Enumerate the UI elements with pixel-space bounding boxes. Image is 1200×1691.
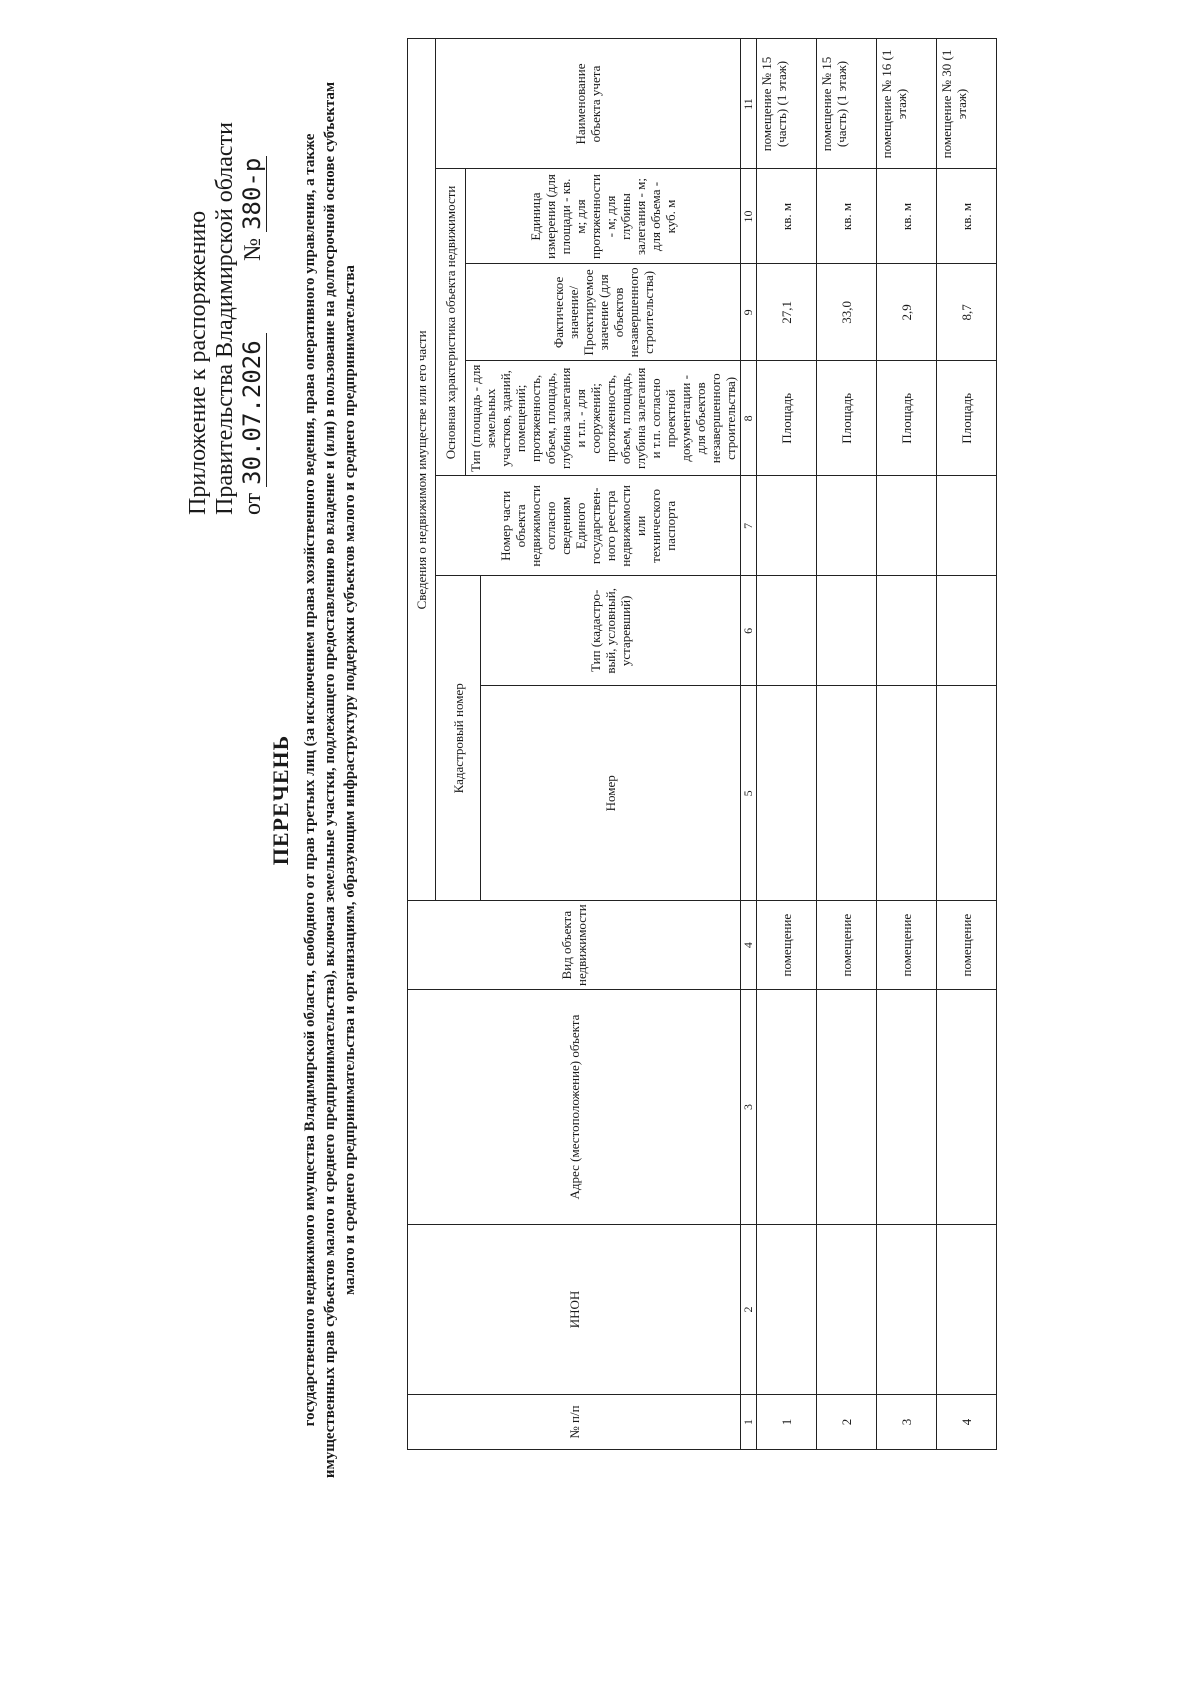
cell-cad-number [937,686,997,901]
column-number: 6 [741,576,757,686]
appendix-ot: от [240,492,266,515]
table-row [817,39,877,1450]
cell-value: 27,1 [757,264,817,361]
appendix-date: 30.07.2026 [239,333,267,487]
header-cad-type: Тип (кадастро-вый, условный, устаревший) [481,576,741,686]
column-number: 8 [741,361,757,476]
cell-value: 2,9 [877,264,937,361]
cell-unit: кв. м [817,169,877,264]
cell-inon [877,1225,937,1395]
cell-num: 1 [757,1395,817,1450]
cell-kind: помещение [937,901,997,990]
header-name: Наименование объекта учета [436,39,741,169]
cell-inon [817,1225,877,1395]
cell-kind: помещение [757,901,817,990]
document-subtitle: государственного недвижимого имущества Владимирской области, свободного от прав третьих лиц (за исключением права хозяйственного ведения, права оперативного управления, а также имущественных прав субъектов малого и среднего предпринимательства), включая земельные участки, подлежащего предоставлению во владение и (или) в пользование на долгосрочной основе субъектам малого и среднего предпринимательства и организациям, образующим инфраструктуру поддержки субъектов малого и среднего предпринимательства [302,81,358,1479]
column-number: 11 [741,39,757,169]
header-part-number: Номер части объекта недвижимости согласно сведениям Единого государствен-ного реестра недвижимости или технического паспорта [436,476,741,576]
cell-part [937,476,997,576]
cell-value: 33,0 [817,264,877,361]
cell-cad-type [817,576,877,686]
cell-unit: кв. м [877,169,937,264]
header-kind: Вид объекта недвижимости [408,901,741,990]
cell-name: помещение № 15 (часть) (1 этаж) [757,39,817,169]
cell-name: помещение № 30 (1 этаж) [937,39,997,169]
cell-part [817,476,877,576]
column-number: 10 [741,169,757,264]
column-number: 1 [741,1395,757,1450]
cell-address [937,990,997,1225]
cell-num: 2 [817,1395,877,1450]
cell-cad-type [937,576,997,686]
cell-cad-type [757,576,817,686]
cell-address [877,990,937,1225]
cell-num: 3 [877,1395,937,1450]
cell-unit: кв. м [937,169,997,264]
cell-unit: кв. м [757,169,817,264]
header-cadastral: Кадастровый номер [436,576,481,901]
column-number-row [741,39,757,1450]
header-address: Адрес (местоположение) объекта [408,990,741,1225]
cell-cad-number [817,686,877,901]
appendix-number-sign: № [240,237,266,261]
table-row [757,39,817,1450]
cell-part [877,476,937,576]
appendix-block [185,95,267,515]
cell-part [757,476,817,576]
column-number: 4 [741,901,757,990]
cell-num: 4 [937,1395,997,1450]
cell-kind: помещение [817,901,877,990]
column-number: 2 [741,1225,757,1395]
cell-cad-number [877,686,937,901]
header-row-1 [408,39,436,1450]
column-number: 9 [741,264,757,361]
header-char-unit: Единица измерения (для площади - кв. м; для протяженности - м; для глубины залегания - м; для объема - куб. м [466,169,741,264]
appendix-number: 380-р [238,157,266,230]
property-table [407,39,997,1451]
column-number: 3 [741,990,757,1225]
header-num: № п/п [408,1395,741,1450]
appendix-line-1: Приложение к распоряжению [185,210,211,515]
cell-cad-number [757,686,817,901]
header-inon: ИНОН [408,1225,741,1395]
appendix-line-2: Правительства Владимирской области [212,122,238,515]
cell-char-type: Площадь [817,361,877,476]
cell-name: помещение № 15 (часть) (1 этаж) [817,39,877,169]
document-title: ПЕРЕЧЕНЬ [268,734,293,866]
cell-cad-type [877,576,937,686]
cell-kind: помещение [877,901,937,990]
cell-char-type: Площадь [757,361,817,476]
column-number: 7 [741,476,757,576]
cell-inon [937,1225,997,1395]
cell-char-type: Площадь [937,361,997,476]
header-char-type: Тип (площадь - для земельных участков, зданий, помещений; протяженность, объем, площадь, глубина залегания и т.п. - для сооружений; протяженность, объем, площадь, глубина залегания и т.п. согласно проектной документации - для объектов незавершенного строительства) [466,361,741,476]
column-number: 5 [741,686,757,901]
cell-value: 8,7 [937,264,997,361]
cell-char-type: Площадь [877,361,937,476]
cell-name: помещение № 16 (1 этаж) [877,39,937,169]
cell-address [817,990,877,1225]
header-char-value: Фактическое значение/ Проектируемое значение (для объектов незавершенного строительства) [466,264,741,361]
header-cad-number: Номер [481,686,741,901]
cell-address [757,990,817,1225]
header-info: Сведения о недвижимом имуществе или его части [408,39,436,901]
cell-inon [757,1225,817,1395]
table-row [937,39,997,1450]
table-row [877,39,937,1450]
appendix-date-row [239,95,267,515]
header-main-char: Основная характеристика объекта недвижимости [436,169,466,476]
